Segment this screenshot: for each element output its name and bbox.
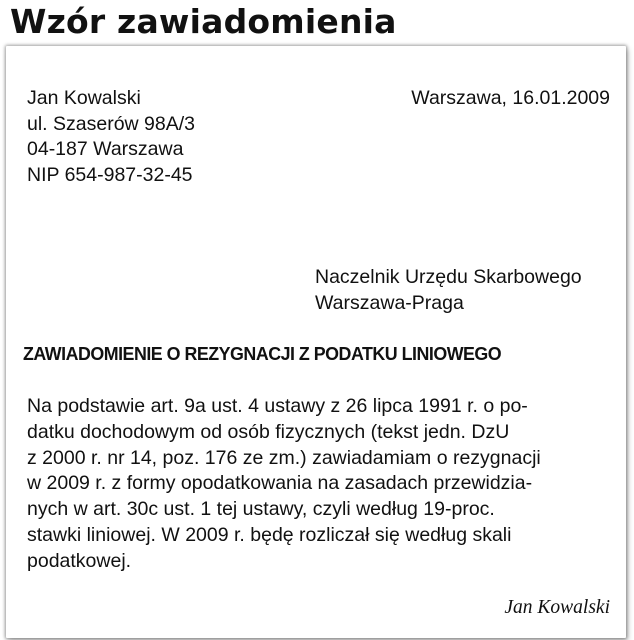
letter-sheet	[6, 46, 626, 638]
body-line: datku dochodowym od osób fizycznych (tekst jedn. DzU	[27, 420, 510, 443]
body-line: z 2000 r. nr 14, poz. 176 ze zm.) zawiadamiam o rezygnacji	[27, 446, 541, 469]
body-line: stawki liniowej. W 2009 r. będę rozliczał się według skali	[27, 523, 512, 546]
recipient-line-2: Warszawa-Praga	[315, 291, 464, 314]
recipient-line-1: Naczelnik Urzędu Skarbowego	[315, 266, 582, 288]
sender-address-block	[27, 86, 195, 188]
recipient-block	[315, 265, 582, 316]
body-line: podatkowej.	[27, 549, 132, 572]
notice-body	[27, 394, 617, 575]
notice-title: ZAWIADOMIENIE O REZYGNACJI Z PODATKU LINIOWEGO	[23, 344, 502, 364]
place-and-date: Warszawa, 16.01.2009	[411, 87, 610, 109]
sender-nip: NIP 654-987-32-45	[27, 163, 193, 186]
body-line: w 2009 r. z formy opodatkowania na zasadach przewidzia-	[27, 472, 533, 495]
sender-city: 04-187 Warszawa	[27, 138, 184, 160]
body-line: Na podstawie art. 9a ust. 4 ustawy z 26 lipca 1991 r. o po-	[27, 395, 528, 417]
body-line: nych w art. 30c ust. 1 tej ustawy, czyli według 19-proc.	[27, 498, 495, 521]
signature: Jan Kowalski	[504, 597, 610, 618]
sender-street: ul. Szaserów 98A/3	[27, 112, 196, 135]
sender-name: Jan Kowalski	[27, 87, 141, 109]
page-heading: Wzór zawiadomienia	[10, 2, 397, 41]
